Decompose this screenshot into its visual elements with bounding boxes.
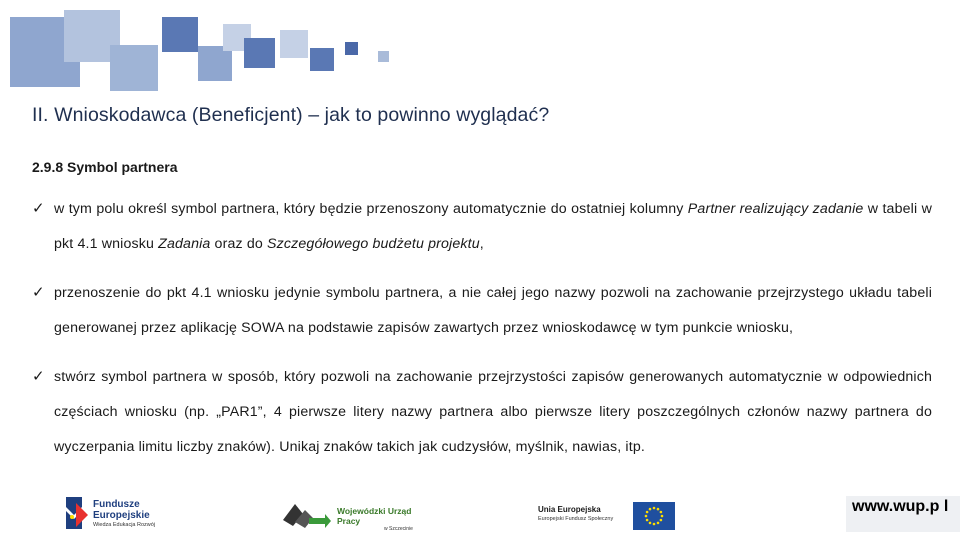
text-segment: ,	[479, 236, 484, 252]
deco-square	[280, 30, 308, 58]
text-segment-italic: Partner realizujący zadanie	[687, 201, 864, 217]
bullet-text	[54, 360, 932, 465]
bullet-text	[54, 192, 932, 262]
ue-subtitle: Europejski Fundusz Społeczny	[538, 516, 614, 522]
deco-square	[378, 51, 389, 62]
wup-city: w Szczecinie	[384, 526, 413, 532]
text-segment: w tabeli w pkt 4.1 wniosku	[54, 201, 932, 252]
text-segment: przenoszenie do pkt 4.1 wniosku jedynie symbolu partnera, a nie całej jego nazwy pozwoli na zachowanie przejrzystego układu tabeli generowanej przez aplikację SOWA na podstawie zapisów zawartych przez wnioskodawcę w tym punkcie wniosku,	[54, 285, 932, 336]
text-segment-italic: Zadania	[158, 236, 211, 252]
wup-logo	[281, 500, 431, 530]
text-segment: w tym polu określ symbol partnera, który będzie przenoszony automatycznie do ostatniej kolumny	[54, 201, 688, 217]
deco-square	[345, 42, 358, 55]
unia-europejska-logo	[538, 502, 678, 532]
fe-line1: Fundusze	[93, 499, 140, 510]
fe-emblem-icon	[66, 497, 90, 529]
website-url[interactable]: www.wup.p l	[846, 496, 960, 532]
deco-square	[244, 38, 275, 68]
ue-name: Unia Europejska	[538, 505, 601, 514]
text-segment-italic: Szczegółowego budżetu projektu	[267, 236, 480, 252]
eu-flag-icon	[633, 502, 675, 530]
bullet-item	[32, 360, 932, 465]
text-segment: oraz do	[210, 236, 268, 252]
wup-emblem-icon	[281, 500, 331, 528]
bullet-list	[32, 192, 932, 479]
fundusze-europejskie-logo	[66, 497, 176, 531]
fe-line2: Europejskie	[93, 510, 150, 521]
deco-square	[198, 46, 232, 81]
fe-subtitle: Wiedza Edukacja Rozwój	[93, 522, 156, 528]
checkmark-icon: ✓	[32, 200, 45, 217]
section-subtitle: 2.9.8 Symbol partnera	[32, 159, 178, 175]
text-segment: stwórz symbol partnera w sposób, który pozwoli na zachowanie przejrzystości zapisów generowanych automatycznie w odpowiednich częściach wniosku (np. „PAR1”, 4 pierwsze litery nazwy partnera albo pierwsze litery poszczególnych członów nazwy partnera do wyczerpania limitu liczby znaków). Unikaj znaków takich jak cudzysłów, myślnik, nawias, itp.	[54, 369, 932, 455]
page-title: II. Wnioskodawca (Beneficjent) – jak to powinno wyglądać?	[32, 104, 550, 126]
deco-square	[310, 48, 334, 71]
bullet-item	[32, 276, 932, 346]
bullet-item	[32, 192, 932, 262]
checkmark-icon: ✓	[32, 368, 45, 385]
deco-square	[162, 17, 198, 52]
wup-name: Wojewódzki Urząd Pracy	[337, 506, 412, 526]
bullet-text	[54, 276, 932, 346]
deco-square	[110, 45, 158, 91]
checkmark-icon: ✓	[32, 284, 45, 301]
